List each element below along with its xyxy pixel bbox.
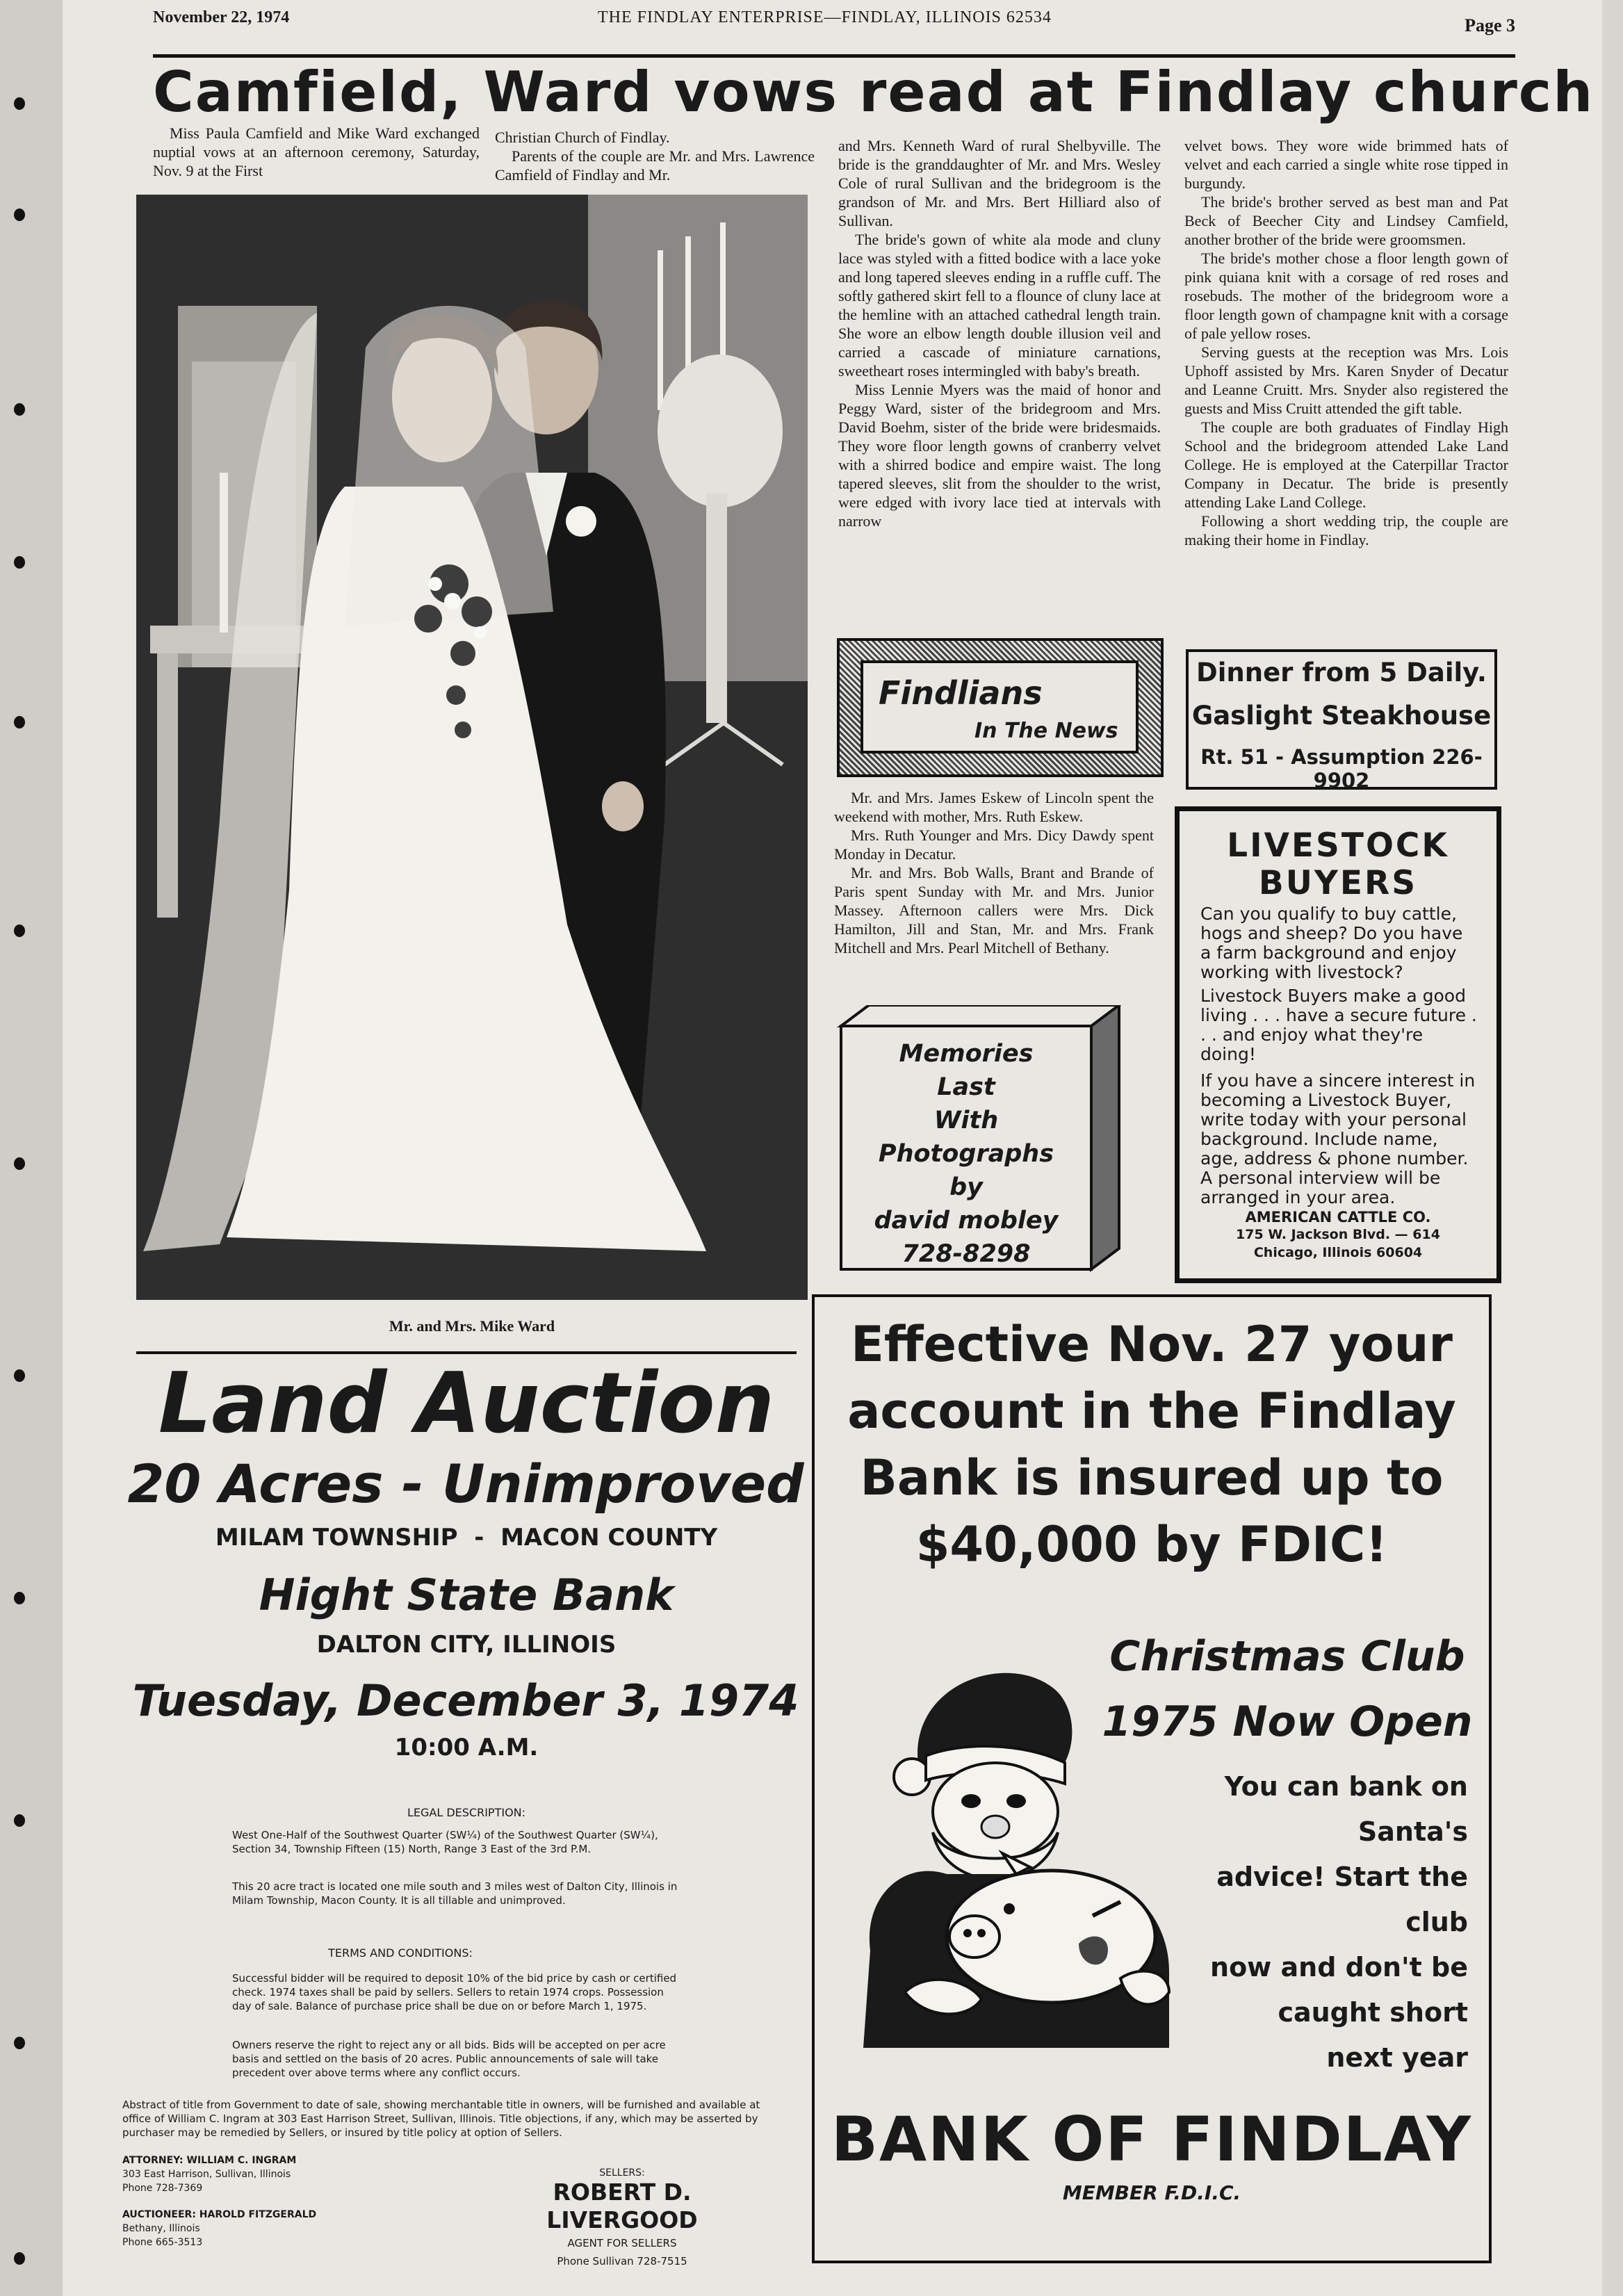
binder-hole <box>14 2037 25 2049</box>
paper-name: THE FINDLAY ENTERPRISE—FINDLAY, ILLINOIS 62534 <box>598 8 1052 26</box>
christmas-club-body-line: You can bank on Santa's <box>1224 1771 1468 1847</box>
photo-caption: Mr. and Mrs. Mike Ward <box>389 1317 555 1335</box>
findlians-item: Mrs. Ruth Younger and Mrs. Dicy Dawdy spent Monday in Decatur. <box>834 827 1154 863</box>
terms-heading: TERMS AND CONDITIONS: <box>328 1946 473 1960</box>
auction-top-rule <box>136 1351 797 1354</box>
seller-phone: Phone Sullivan 728-7515 <box>557 2255 687 2267</box>
article-paragraph: Christian Church of Findlay. <box>495 129 670 146</box>
livestock-address: 175 W. Jackson Blvd. — 614 <box>1236 1227 1440 1242</box>
article-paragraph: The couple are both graduates of Findlay High School and the bridegroom attended Lake Land College. He is employed at the Caterpillar Tractor Company in Decatur. The bride is presently attending Lake Land College. <box>1184 418 1508 511</box>
legal-description: West One-Half of the Southwest Quarter (SW¼) of the Southwest Quarter (SW¼), Section 34, Township Fifteen (15) North, Range 3 East of the 3rd P.M. <box>232 1829 658 1855</box>
attorney-block <box>122 2153 331 2195</box>
article-paragraph: The bride's brother served as best man and Pat Beck of Beecher City and Lindsey Camfield, another brother of the bride were groomsmen. <box>1184 193 1508 248</box>
wedding-photo-illustration <box>136 195 808 1300</box>
sellers-label: SELLERS: <box>599 2167 645 2179</box>
binding-margin <box>0 0 63 2296</box>
binder-hole <box>14 97 25 110</box>
memories-ad-text <box>841 1037 1091 1271</box>
masthead <box>153 6 1515 33</box>
binder-hole <box>14 716 25 728</box>
auction-city: DALTON CITY, ILLINOIS <box>316 1631 617 1659</box>
binder-hole <box>14 1157 25 1170</box>
auction-location: MILAM TOWNSHIP - MACON COUNTY <box>215 1524 718 1552</box>
article-col-4 <box>1184 136 1508 549</box>
findlians-title: Findlians <box>879 674 1043 712</box>
headline: Camfield, Ward vows read at Findlay church <box>153 60 1595 124</box>
dinner-ad-line-1: Dinner from 5 Daily. <box>1196 658 1487 687</box>
memories-ad <box>827 1005 1147 1283</box>
dinner-ad <box>1186 649 1497 790</box>
auction-date: Tuesday, December 3, 1974 <box>132 1675 799 1726</box>
legal-location: This 20 acre tract is located one mile south and 3 miles west of Dalton City, Illinois in Milam Township, Macon County. It is all tillable and unimproved. <box>232 1880 678 1907</box>
livestock-title-2: BUYERS <box>1258 864 1418 902</box>
auctioneer-city: Bethany, Illinois <box>122 2223 200 2234</box>
abstract-paragraph: Abstract of title from Government to date of sale, showing merchantable title in owners, will be furnished and available at office of William C. Ingram at 303 East Harrison Street, Sullivan, Illinois. Title objections, if any, which may be asserted by purchaser may be remedied by Sellers, or insured by title policy at option of Sellers. <box>122 2099 760 2139</box>
bank-headline-line: account in the Findlay <box>847 1383 1456 1440</box>
livestock-paragraph-3: If you have a sincere interest in becoming a Livestock Buyer, write today with your personal background. Include name, age, address & phone number. A personal interview will be arranged in your area. <box>1200 1070 1476 1207</box>
auctioneer-block <box>122 2208 331 2249</box>
binder-hole <box>14 403 25 416</box>
christmas-club-line: 1975 Now Open <box>1102 1697 1473 1746</box>
auction-title: Land Auction <box>158 1355 775 1452</box>
livestock-company: AMERICAN CATTLE CO. <box>1245 1209 1431 1226</box>
santa-piggy-bank-illustration <box>842 1645 1190 2048</box>
christmas-club-line: Christmas Club <box>1109 1632 1465 1681</box>
auction-time: 10:00 A.M. <box>394 1734 539 1761</box>
livestock-paragraph-2: Livestock Buyers make a good living . . . have a secure future . . . and enjoy what they're doing! <box>1200 986 1477 1064</box>
attorney-address: 303 East Harrison, Sullivan, Illinois <box>122 2169 291 2180</box>
christmas-club-body <box>1148 1764 1468 2081</box>
auctioneer-phone: Phone 665-3513 <box>122 2237 203 2248</box>
memories-line: With <box>933 1107 999 1134</box>
christmas-club-body-line: next year <box>1326 2042 1468 2073</box>
article-paragraph: Miss Paula Camfield and Mike Ward exchanged nuptial vows at an afternoon ceremony, Saturday, Nov. 9 at the First <box>153 124 480 179</box>
article-paragraph: Miss Lennie Myers was the maid of honor and Peggy Ward, sister of the bridegroom and Mrs. David Boehm, sister of the bride were bridesmaids. They wore floor length gowns of cranberry velvet with a shirred bodice and empire waist. The long tapered sleeves, slit from the shoulder to the wrist, were edged with ivory lace tied at intervals with narrow <box>838 381 1161 530</box>
bank-headline-line: $40,000 by FDIC! <box>915 1516 1388 1573</box>
memories-line: 728-8298 <box>902 1240 1031 1268</box>
findlians-banner-inner <box>861 660 1139 754</box>
memories-line: Memories <box>899 1040 1034 1068</box>
article-col-1 <box>153 124 480 180</box>
wedding-photo <box>136 195 808 1300</box>
bank-ad <box>812 1294 1492 2263</box>
auction-bank: Hight State Bank <box>259 1570 674 1620</box>
article-paragraph: Serving guests at the reception was Mrs. Lois Uphoff assisted by Mrs. Karen Snyder of Decatur and Leanne Cruitt. Mrs. Snyder also registered the guests and Miss Cruitt attended the gift table. <box>1184 343 1508 417</box>
article-col-3 <box>838 136 1161 530</box>
livestock-city: Chicago, Illinois 60604 <box>1253 1245 1423 1260</box>
seller-agent: AGENT FOR SELLERS <box>567 2237 677 2249</box>
sellers-block <box>487 2167 758 2270</box>
seller-name: ROBERT D. LIVERGOOD <box>546 2179 698 2233</box>
legal-heading: LEGAL DESCRIPTION: <box>407 1806 526 1819</box>
article-paragraph: Following a short wedding trip, the couple are making their home in Findlay. <box>1184 512 1508 548</box>
issue-date: November 22, 1974 <box>153 8 290 26</box>
article-col-2 <box>495 128 815 184</box>
binder-hole <box>14 1814 25 1827</box>
auctioneer-name: AUCTIONEER: HAROLD FITZGERALD <box>122 2209 317 2220</box>
livestock-paragraph-1: Can you qualify to buy cattle, hogs and sheep? Do you have a farm background and enjoy working with livestock? <box>1200 904 1463 982</box>
findlians-column <box>834 788 1154 957</box>
christmas-club-body-line: caught short <box>1278 1997 1468 2028</box>
auction-subtitle: 20 Acres - Unimproved <box>127 1453 804 1515</box>
christmas-club-body-line: now and don't be <box>1210 1952 1468 1982</box>
bank-member-fdic: MEMBER F.D.I.C. <box>1062 2181 1241 2204</box>
binder-hole <box>14 209 25 221</box>
masthead-rule <box>153 54 1515 58</box>
livestock-title-1: LIVESTOCK <box>1227 827 1449 865</box>
binder-hole <box>14 2252 25 2265</box>
binder-hole <box>14 1369 25 1382</box>
bank-ad-headline <box>815 1311 1489 1578</box>
attorney-phone: Phone 728-7369 <box>122 2183 203 2194</box>
bank-name: BANK OF FINDLAY <box>831 2103 1473 2175</box>
article-paragraph: The bride's mother chose a floor length gown of pink quiana knit with a corsage of red roses and rosebuds. The mother of the bridegroom wore a floor length gown of champagne knit with a corsage of pale yellow roses. <box>1184 250 1508 342</box>
memories-line: david mobley <box>874 1207 1059 1235</box>
bank-headline-line: Bank is insured up to <box>860 1449 1444 1506</box>
christmas-club-body-line: advice! Start the club <box>1216 1862 1468 1937</box>
binder-hole <box>14 1592 25 1604</box>
findlians-item: Mr. and Mrs. Bob Walls, Brant and Brande of Paris spent Sunday with Mr. and Mrs. Junior Massey. Afternoon callers were Mrs. Dick Hamilton, Jill and Stan, Mr. and Mrs. Frank Mitchell and Mrs. Pearl Mitchell of Bethany. <box>834 864 1154 956</box>
bank-headline-line: Effective Nov. 27 your <box>851 1316 1453 1373</box>
findlians-item: Mr. and Mrs. James Eskew of Lincoln spent the weekend with mother, Mrs. Ruth Eskew. <box>834 789 1154 825</box>
article-paragraph: and Mrs. Kenneth Ward of rural Shelbyville. The bride is the granddaughter of Mr. and Mrs. Wesley Cole of rural Sullivan and the bridegroom is the grandson of Mr. and Mrs. Bert Hilliard also of Sullivan. <box>838 137 1161 229</box>
memories-line: by <box>949 1173 983 1201</box>
binder-hole <box>14 556 25 569</box>
dinner-ad-line-3: Rt. 51 - Assumption 226-9902 <box>1200 745 1483 792</box>
page-number: Page 3 <box>1465 15 1515 35</box>
dinner-ad-line-2: Gaslight Steakhouse <box>1191 701 1492 731</box>
binder-hole <box>14 925 25 937</box>
terms-paragraph-1: Successful bidder will be required to deposit 10% of the bid price by cash or certified check. 1974 taxes shall be paid by sellers. Sellers to retain 1974 crops. Possession day of sale. Balance of purchase price shall be due on or before March 1, 1975. <box>232 1972 677 2012</box>
memories-line: Last <box>937 1073 995 1101</box>
article-paragraph: velvet bows. They wore wide brimmed hats of velvet and each carried a single white rose tipped in burgundy. <box>1184 137 1508 192</box>
livestock-buyers-ad <box>1175 806 1501 1283</box>
memories-line: Photographs <box>878 1140 1054 1168</box>
terms-paragraph-2: Owners reserve the right to reject any or all bids. Bids will be accepted on per acre basis and settled on the basis of 20 acres. Public announcements of sale will take precedent over above terms where any conflict occurs. <box>232 2039 666 2079</box>
findlians-subtitle: In The News <box>974 719 1118 743</box>
findlians-banner <box>837 638 1164 777</box>
article-paragraph: Parents of the couple are Mr. and Mrs. Lawrence Camfield of Findlay and Mr. <box>495 147 815 184</box>
attorney-name: ATTORNEY: WILLIAM C. INGRAM <box>122 2155 297 2166</box>
article-paragraph: The bride's gown of white ala mode and cluny lace was styled with a fitted bodice with a lace yoke and long tapered sleeves ending in a ruffle cuff. The softly gathered skirt fell to a flounce of cluny lace at the hemline with an attached cathedral length train. She wore an elbow length double illusion veil and carried a cascade of miniature carnations, sweetheart roses intermingled with baby's breath. <box>838 231 1161 380</box>
